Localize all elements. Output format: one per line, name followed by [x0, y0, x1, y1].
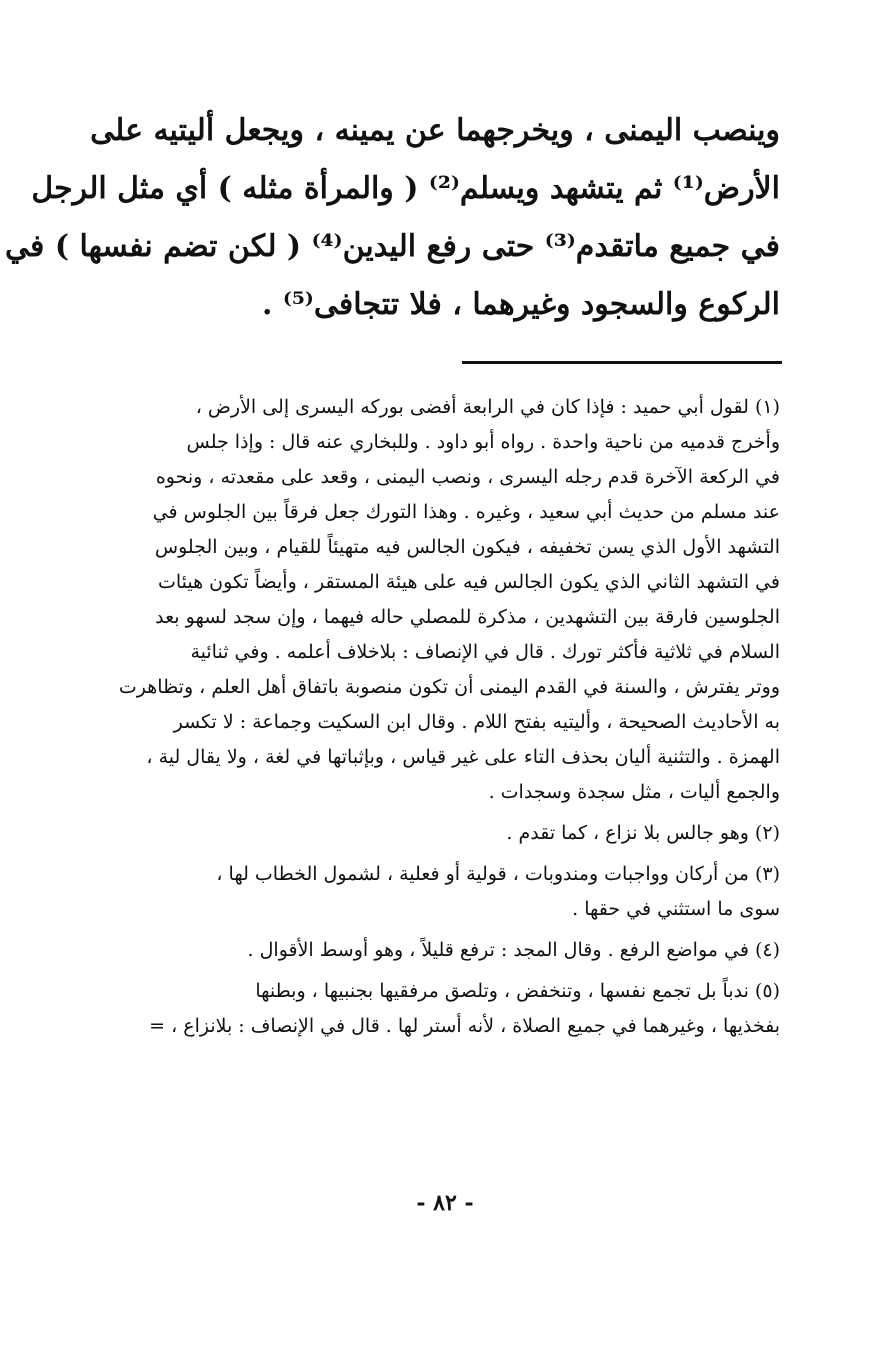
- footnote-line: السلام في ثلاثية فأكثر تورك . قال في الإنصاف : بلاخلاف أعلمه . وفي ثنائية: [190, 641, 780, 663]
- footnote-line: وأخرج قدميه من ناحية واحدة . رواه أبو داود . وللبخاري عنه قال : وإذا جلس: [186, 431, 780, 453]
- main-text-line: في جميع ماتقدم⁽³⁾ حتى رفع اليدين⁽⁴⁾ ( لكن تضم نفسها ) في: [5, 229, 780, 264]
- footnote-line: عند مسلم من حديث أبي سعيد ، وغيره . وهذا التورك جعل فرقاً بين الجلوس في: [152, 501, 780, 523]
- footnote-divider: [462, 361, 782, 364]
- footnote-line: بفخذيها ، وغيرهما في جميع الصلاة ، لأنه أستر لها . قال في الإنصاف : بلانزاع ، =: [149, 1015, 780, 1037]
- main-text-line: الركوع والسجود وغيرهما ، فلا تتجافى⁽⁵⁾ .: [261, 287, 780, 322]
- footnote-line: الهمزة . والتثنية أليان بحذف التاء على غير قياس ، وبإثباتها في لغة ، ولا يقال لية ،: [146, 746, 780, 768]
- main-text-line: وينصب اليمنى ، ويخرجهما عن يمينه ، ويجعل أليتيه على: [90, 113, 780, 148]
- footnote-line: (٣) من أركان وواجبات ومندوبات ، قولية أو فعلية ، لشمول الخطاب لها ،: [216, 863, 780, 885]
- footnote-line: سوى ما استثني في حقها .: [572, 898, 780, 920]
- footnote-line: في التشهد الثاني الذي يكون الجالس فيه على هيئة المستقر ، وأيضاً تكون هيئات: [157, 571, 780, 593]
- footnote-line: (٥) ندباً بل تجمع نفسها ، وتنخفض ، وتلصق مرفقيها بجنبيها ، وبطنها: [255, 980, 780, 1002]
- footnote-line: (٤) في مواضع الرفع . وقال المجد : ترفع قليلاً ، وهو أوسط الأقوال .: [247, 939, 780, 961]
- footnote-line: في الركعة الآخرة قدم رجله اليسرى ، ونصب اليمنى ، وقعد على مقعدته ، ونحوه: [155, 466, 780, 488]
- footnote-line: ووتر يفترش ، والسنة في القدم اليمنى أن تكون منصوبة باتفاق أهل العلم ، وتظاهرت: [118, 676, 780, 698]
- page-number: - ٨٢ -: [416, 1190, 474, 1216]
- footnote-line: (١) لقول أبي حميد : فإذا كان في الرابعة أفضى بوركه اليسرى إلى الأرض ،: [195, 396, 780, 418]
- footnote-line: (٢) وهو جالس بلا نزاع ، كما تقدم .: [506, 822, 780, 844]
- footnote-2: [60, 816, 780, 851]
- footnote-line: والجمع أليات ، مثل سجدة وسجدات .: [488, 781, 780, 803]
- footnote-3: [60, 857, 780, 927]
- footnote-line: التشهد الأول الذي يسن تخفيفه ، فيكون الجالس فيه متهيئاً للقيام ، وبين الجلوس: [154, 536, 780, 558]
- main-text: [5, 102, 780, 334]
- footnote-line: به الأحاديث الصحيحة ، وأليتيه بفتح اللام . وقال ابن السكيت وجماعة : لا تكسر: [173, 711, 780, 733]
- footnote-1: [60, 390, 780, 810]
- main-text-line: الأرض⁽¹⁾ ثم يتشهد ويسلم⁽²⁾ ( والمرأة مثله ) أي مثل الرجل: [31, 171, 780, 206]
- footnotes: [60, 390, 780, 1050]
- footnote-line: الجلوسين فارقة بين التشهدين ، مذكرة للمصلي حاله فيهما ، وإن سجد لسهو بعد: [155, 606, 780, 628]
- footnote-4: [60, 933, 780, 968]
- footnote-5: [60, 974, 780, 1044]
